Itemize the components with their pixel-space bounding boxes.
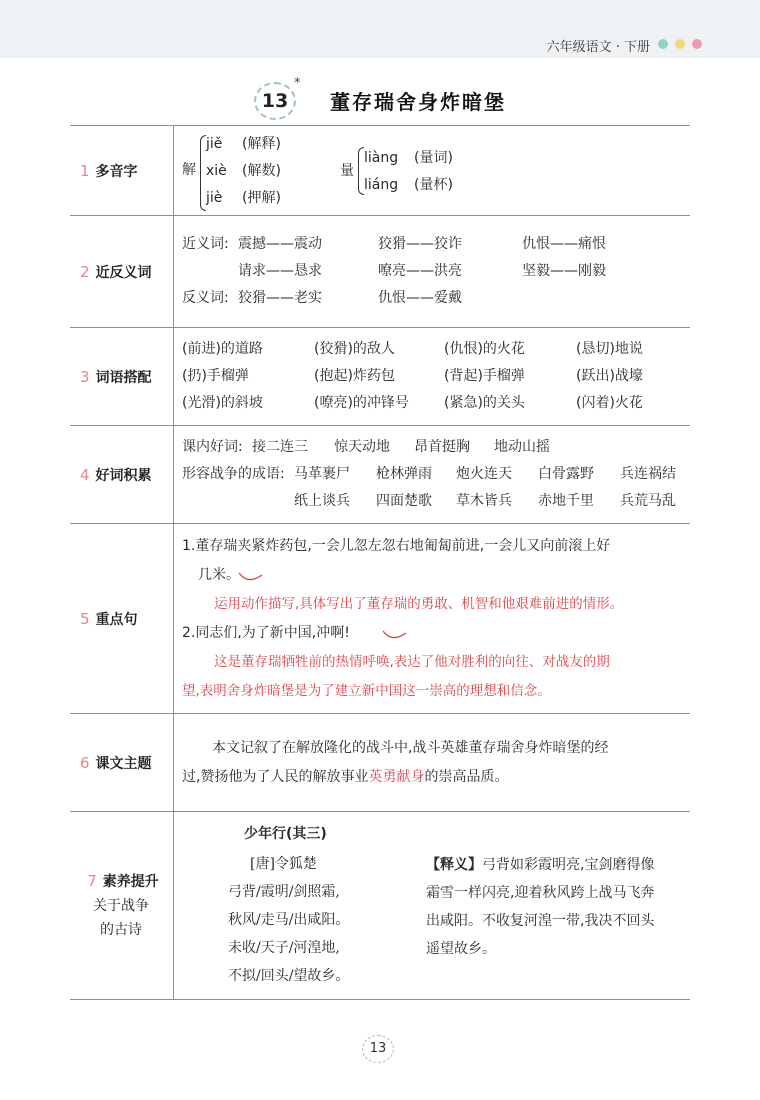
grade-label: 六年级语文 · 下册 <box>546 40 650 55</box>
section-label: 近反义词 <box>95 264 152 281</box>
page-number: 13 <box>362 1035 394 1063</box>
lesson-header <box>0 78 760 122</box>
section-label: 好词积累 <box>95 467 152 484</box>
study-table <box>70 125 690 1000</box>
section-ancient-poem: 7 素养提升 关于战争 的古诗 少年行(其三) [唐]令狐楚 弓背/霞明/剑照霜, 秋风/走马/出咸阳。 未收/天子/河湟地, 不拟/回头/望故乡。 【释义】弓背如彩霞明亮,宝剑磨得像 霜雪一样闪亮,迎着秋风跨上战马飞奔 出咸阳。不收复河湟一带,我决不回头 遥望故乡。 <box>70 812 690 1000</box>
teal-dot-icon <box>658 39 668 49</box>
section-key-sentences: 5 重点句 1.董存瑞夹紧炸药包,一会儿忽左忽右地匍匐前进,一会儿又向前滚上好 几米。 运用动作描写,具体写出了董存瑞的勇敢、机智和他艰难前进的情形。 2.同志们,为了新中国,冲啊! 这是董存瑞牺牲前的热情呼唤,表达了他对胜利的向往、对战友的期 望,表明舍身炸暗堡是为了建立新中国这一崇高的理想和信念。 <box>70 524 690 714</box>
polyphonic-char: 量 <box>340 162 354 179</box>
polyphonic-char: 解 <box>182 161 196 178</box>
theme-text: 本文记叙了在解放隆化的战斗中,战斗英雄董存瑞舍身炸暗堡的经 <box>212 739 609 756</box>
poem-author: [唐]令狐楚 <box>250 855 317 872</box>
section-label: 素养提升 <box>102 874 159 890</box>
lesson-title: 董存瑞舍身炸暗堡 <box>330 90 506 114</box>
collocation: (嘹亮)的冲锋号 <box>314 395 409 411</box>
section-theme: 6 课文主题 本文记叙了在解放隆化的战斗中,战斗英雄董存瑞舍身炸暗堡的经 过,赞扬他为了人民的解放事业英勇献身的崇高品质。 <box>70 714 690 812</box>
poem-line: 秋风/走马/出咸阳。 <box>228 911 350 928</box>
highlight-text: 英勇献身 <box>368 768 425 785</box>
collocation: (前进)的道路 <box>182 341 263 357</box>
annotation-arrow-icon <box>382 627 408 643</box>
collocation: (紧急)的关头 <box>444 395 525 411</box>
section-good-words: 4 好词积累 课内好词: 接二连三 惊天动地 昂首挺胸 地动山摇 形容战争的成语: 马革裹尸 枪林弹雨 炮火连天 白骨露野 兵连祸结 纸上谈兵 四面楚歌 草木皆兵 赤地千里 兵荒马乱 <box>70 426 690 524</box>
annotation-2: 这是董存瑞牺牲前的热情呼唤,表达了他对胜利的向往、对战友的期 <box>214 653 610 670</box>
poem-line: 弓背/霞明/剑照霜, <box>228 883 340 900</box>
pink-dot-icon <box>692 39 702 49</box>
top-bar <box>0 0 760 58</box>
collocation: (恳切)地说 <box>576 341 643 357</box>
key-sentence-1-end: 几米。 <box>198 566 240 583</box>
section-synonyms-antonyms: 2 近反义词 近义词: 震撼——震动 狡猾——狡诈 仇恨——痛恨 请求——恳求 嘹亮——洪亮 坚毅——刚毅 反义词: 狡猾——老实 仇恨——爱戴 <box>70 216 690 328</box>
collocation: (仇恨)的火花 <box>444 341 525 357</box>
section-sublabel: 关于战争 <box>93 898 149 914</box>
collocation: (抱起)炸药包 <box>314 368 395 384</box>
lesson-number: 13 <box>254 82 296 120</box>
poem-explanation: 【释义】弓背如彩霞明亮,宝剑磨得像 霜雪一样闪亮,迎着秋风跨上战马飞奔 出咸阳。不收复河湟一带,我决不回头 遥望故乡。 <box>426 856 655 957</box>
collocation: (背起)手榴弹 <box>444 368 525 384</box>
section-label: 词语搭配 <box>95 369 152 386</box>
collocation: (狡猾)的敌人 <box>314 341 395 357</box>
section-collocations: 3 词语搭配 (前进)的道路 (狡猾)的敌人 (仇恨)的火花 (恳切)地说 (扔)手榴弹 (抱起)炸药包 (背起)手榴弹 (跃出)战壕 (光滑)的斜坡 (嘹亮)的冲锋号 (紧急)的关头 (闪着)火花 <box>70 328 690 426</box>
section-label: 重点句 <box>95 611 138 628</box>
section-label: 课文主题 <box>95 755 152 772</box>
annotation-arrow-icon <box>238 569 264 585</box>
key-sentence-2: 2.同志们,为了新中国,冲啊! <box>182 624 350 641</box>
poem-line: 未收/天子/河湟地, <box>228 939 340 956</box>
collocation: (闪着)火花 <box>576 395 643 411</box>
annotation-1: 运用动作描写,具体写出了董存瑞的勇敢、机智和他艰难前进的情形。 <box>214 595 624 612</box>
section-label: 多音字 <box>95 163 138 180</box>
collocation: (光滑)的斜坡 <box>182 395 263 411</box>
annotation-2-cont: 望,表明舍身炸暗堡是为了建立新中国这一崇高的理想和信念。 <box>182 682 551 699</box>
collocation: (跃出)战壕 <box>576 368 643 384</box>
section-polyphonic: 1 多音字 解 jiě (解释) xiè (解数) jiè (押解) 量 liàng (量词) liáng (量杯) <box>70 126 690 216</box>
lesson-star: * <box>294 76 301 91</box>
poem-title: 少年行(其三) <box>244 825 327 842</box>
poem-line: 不拟/回头/望故乡。 <box>228 967 350 984</box>
section-sublabel: 的古诗 <box>100 922 142 938</box>
yellow-dot-icon <box>675 39 685 49</box>
key-sentence-1: 1.董存瑞夹紧炸药包,一会儿忽左忽右地匍匐前进,一会儿又向前滚上好 <box>182 537 611 554</box>
collocation: (扔)手榴弹 <box>182 368 249 384</box>
